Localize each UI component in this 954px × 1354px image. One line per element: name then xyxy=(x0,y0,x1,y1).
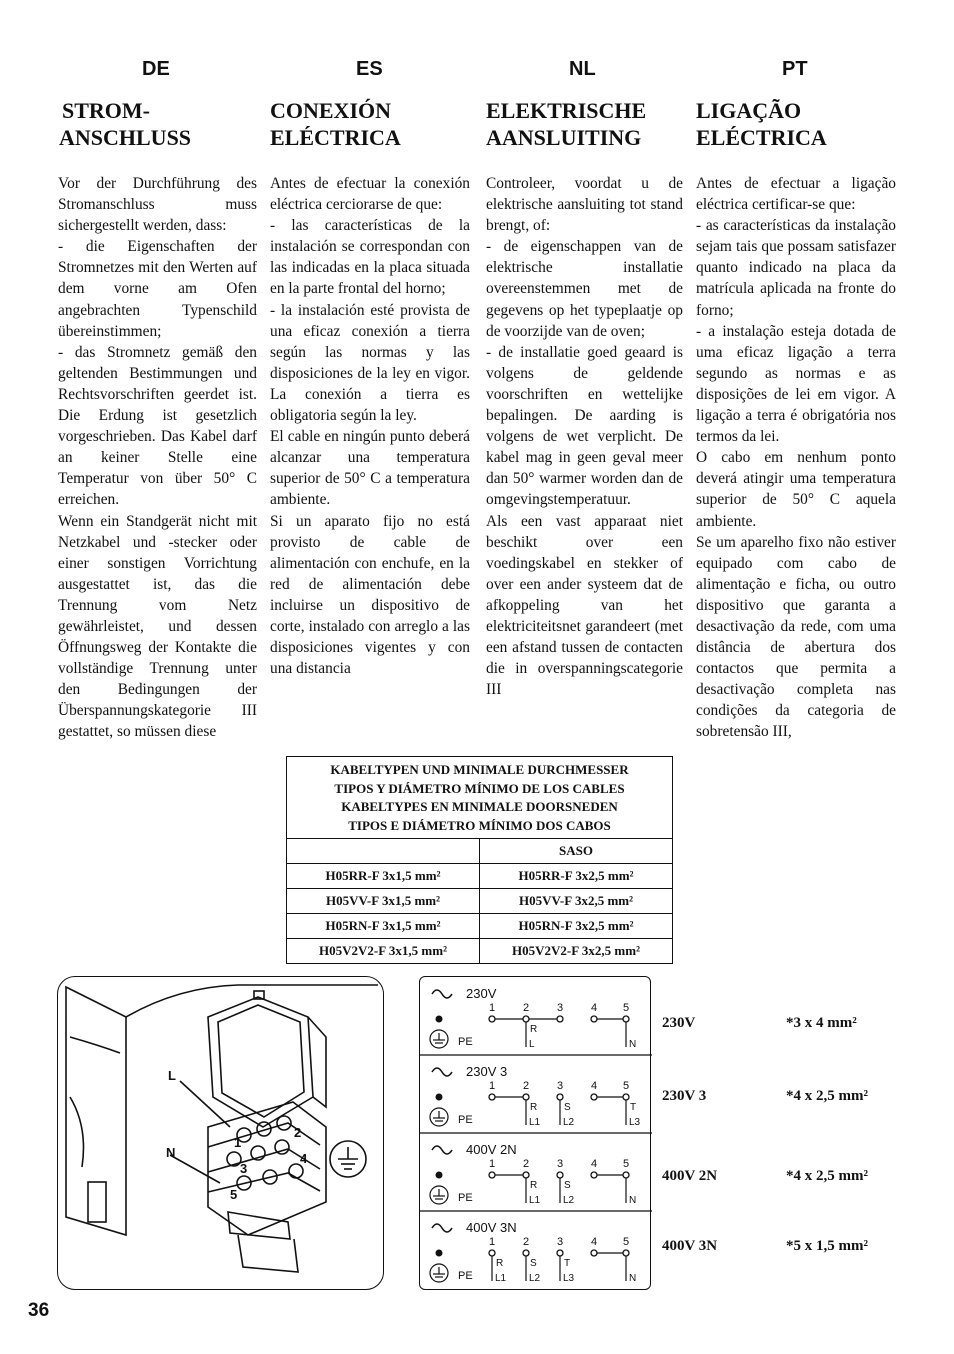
terminal-block-illustration xyxy=(57,976,384,1290)
heading-nl xyxy=(486,97,646,151)
pe-label: PE xyxy=(458,1270,473,1282)
cable-table-col-header-saso: SASO xyxy=(480,839,673,864)
table-row xyxy=(287,939,673,964)
terminal-circle xyxy=(623,1172,629,1178)
paragraph: Si un aparato fijo no está provisto de cable de alimentación con enchufe, en la red de alimentación debe incluirse un dispositivo de corte, instalado con arreglo a las disposiciones vigentes y con una distancia xyxy=(270,512,470,678)
heading-es xyxy=(270,97,401,151)
lang-code-pt: PT xyxy=(782,58,808,80)
terminal-circle xyxy=(591,1250,597,1256)
paragraph: - die Eigenschaften der Stromnetzes mit den Werten auf dem vorne am Ofen angebrachten Typenschild übereinstimmen; xyxy=(58,238,257,340)
phase-label: S xyxy=(564,1102,571,1113)
ac-symbol-icon xyxy=(432,1224,452,1232)
cable-table-header-line: KABELTYPES EN MINIMALE DOORSNEDEN xyxy=(341,799,618,814)
terminal-circle xyxy=(623,1250,629,1256)
phase-label: T xyxy=(564,1258,571,1269)
pe-label: PE xyxy=(458,1114,473,1126)
table-cell: H05V2V2-F 3x1,5 mm² xyxy=(287,939,480,964)
terminal-number: 5 xyxy=(623,1236,630,1248)
terminal-circle xyxy=(489,1172,495,1178)
cable-table-header-line: KABELTYPEN UND MINIMALE DURCHMESSER xyxy=(330,762,629,777)
diagram-title: 230V xyxy=(466,986,497,1001)
body-column-es xyxy=(270,173,470,679)
heading-de-line1: STROM- xyxy=(62,98,150,123)
terminal-number: 1 xyxy=(234,1135,242,1150)
dot-icon xyxy=(436,1094,443,1101)
pe-label: PE xyxy=(458,1036,473,1048)
terminal-circle xyxy=(591,1094,597,1100)
terminal-circle xyxy=(557,1172,563,1178)
terminal-circle xyxy=(489,1250,495,1256)
supply-label: 400V 3N xyxy=(662,1238,718,1254)
terminal-circle xyxy=(591,1172,597,1178)
terminal-number: 1 xyxy=(489,1002,496,1014)
terminal-circle xyxy=(523,1172,529,1178)
table-cell: H05V2V2-F 3x2,5 mm² xyxy=(480,939,673,964)
terminal-number: 4 xyxy=(591,1080,598,1092)
terminal-number: 2 xyxy=(294,1125,302,1140)
cable-size-label: *4 x 2,5 mm² xyxy=(786,1088,868,1104)
heading-pt xyxy=(696,97,827,151)
diagram-title: 400V 2N xyxy=(466,1142,517,1157)
line-label: N xyxy=(629,1273,637,1284)
page-number: 36 xyxy=(28,1300,50,1321)
paragraph: El cable en ningún punto deberá alcanzar una temperatura superior de 50° C a temperatura ambiente. xyxy=(270,428,470,509)
phase-label: R xyxy=(496,1258,504,1269)
ac-symbol-icon xyxy=(432,1068,452,1076)
paragraph: Controleer, voordat u de elektrische aansluiting tot stand brengt, of: xyxy=(486,175,683,235)
body-column-nl xyxy=(486,173,683,700)
dot-icon xyxy=(436,1172,443,1179)
body-column-de xyxy=(58,173,257,743)
supply-label: 230V xyxy=(662,1015,696,1031)
line-label: L2 xyxy=(563,1195,575,1206)
heading-es-line2: ELÉCTRICA xyxy=(270,125,401,150)
paragraph: Wenn ein Standgerät nicht mit Netzkabel und -stecker oder einer sonstigen Vorrichtung ausgestattet ist, das die Trennung vom Netz gewährleistet, und dessen Öffnungsweg der Kontakte die vollständige Trennung unter den Bedingungen der Überspannungskategorie III gestattet, so müssen diese xyxy=(58,512,257,741)
phase-label: S xyxy=(564,1180,571,1191)
lang-code-de: DE xyxy=(142,58,170,80)
heading-es-line1: CONEXIÓN xyxy=(270,98,392,123)
terminal-circle xyxy=(523,1094,529,1100)
heading-nl-line2: AANSLUITING xyxy=(486,125,642,150)
cable-type-table xyxy=(286,756,673,964)
phase-label: R xyxy=(530,1024,538,1035)
table-cell: H05RR-F 3x1,5 mm² xyxy=(287,864,480,889)
phase-label: T xyxy=(630,1102,637,1113)
terminal-number: 5 xyxy=(230,1187,238,1202)
terminal-circle xyxy=(623,1016,629,1022)
label-l: L xyxy=(168,1068,176,1083)
heading-pt-line2: ELÉCTRICA xyxy=(696,125,827,150)
line-label: L1 xyxy=(529,1117,541,1128)
terminal-number: 3 xyxy=(240,1161,248,1176)
terminal-number: 2 xyxy=(523,1236,530,1248)
terminal-number: 1 xyxy=(489,1236,496,1248)
table-cell: H05VV-F 3x2,5 mm² xyxy=(480,889,673,914)
terminal-number: 3 xyxy=(557,1080,564,1092)
table-cell: H05RN-F 3x1,5 mm² xyxy=(287,914,480,939)
line-label: L3 xyxy=(629,1117,641,1128)
cable-table-header xyxy=(287,757,673,839)
terminal-circle xyxy=(591,1016,597,1022)
terminal-number: 2 xyxy=(523,1158,530,1170)
terminal-number: 4 xyxy=(591,1236,598,1248)
terminal-number: 4 xyxy=(591,1158,598,1170)
paragraph: - de eigenschappen van de elektrische installatie overeenstemmen met de gegevens op het typeplaatje op de voorzijde van de oven; xyxy=(486,238,683,340)
line-label: L3 xyxy=(563,1273,575,1284)
terminal-number: 4 xyxy=(591,1002,598,1014)
terminal-number: 1 xyxy=(489,1158,496,1170)
terminal-circle xyxy=(523,1016,529,1022)
line-label: L2 xyxy=(563,1117,575,1128)
line-label: L1 xyxy=(529,1195,541,1206)
cable-table-header-line: TIPOS Y DIÁMETRO MÍNIMO DE LOS CABLES xyxy=(334,780,625,796)
cable-size-label: *4 x 2,5 mm² xyxy=(786,1168,868,1184)
pe-label: PE xyxy=(458,1192,473,1204)
phase-label: R xyxy=(530,1180,538,1191)
terminal-circle xyxy=(557,1094,563,1100)
dot-icon xyxy=(436,1250,443,1257)
line-label: L1 xyxy=(495,1273,507,1284)
cable-size-label: *5 x 1,5 mm² xyxy=(786,1238,868,1254)
line-label: L xyxy=(529,1039,535,1050)
paragraph: Antes de efectuar a ligação eléctrica certificar-se que: xyxy=(696,175,896,214)
terminal-number: 2 xyxy=(523,1002,530,1014)
line-label: L2 xyxy=(529,1273,541,1284)
terminal-circle xyxy=(489,1094,495,1100)
terminal-block-drawing xyxy=(58,977,384,1290)
paragraph: - das Stromnetz gemäß den geltenden Bestimmungen und Rechtsvorschriften geerdet ist. Die Erdung ist gesetzlich vorgeschrieben. Das Kabel darf an keiner Stelle eine Temperatur von über 50° C erreichen. xyxy=(58,343,257,509)
wiring-diagrams xyxy=(420,977,652,1291)
paragraph: - a instalação esteja dotada de uma eficaz ligação a terra segundo as normas e as disposições de lei em vigor. A ligação a terra é obrigatória nos termos da lei. xyxy=(696,322,896,446)
paragraph: Vor der Durchführung des Stromanschluss muss sichergestellt werden, dass: xyxy=(58,175,257,235)
terminal-circle xyxy=(557,1250,563,1256)
phase-label: R xyxy=(530,1102,538,1113)
terminal-number: 3 xyxy=(557,1002,564,1014)
heading-de xyxy=(59,97,192,151)
paragraph: Se um aparelho fixo não estiver equipado com cabo de alimentação e ficha, ou outro dispositivo que garanta a desactivação da rede, com uma distância de abertura dos contactos que permita a desactivação completa nas condições da categoria de sobretensão III, xyxy=(696,533,896,741)
heading-nl-line1: ELEKTRISCHE xyxy=(486,98,647,123)
cable-table-col-header-left xyxy=(287,839,480,864)
terminal-number: 4 xyxy=(300,1151,308,1166)
ac-symbol-icon xyxy=(432,990,452,998)
supply-label: 230V 3 xyxy=(662,1088,707,1104)
diagram-title: 400V 3N xyxy=(466,1220,517,1235)
table-row xyxy=(287,889,673,914)
wiring-diagrams-panel xyxy=(419,976,651,1290)
terminal-number: 5 xyxy=(623,1080,630,1092)
table-cell: H05VV-F 3x1,5 mm² xyxy=(287,889,480,914)
paragraph: Antes de efectuar la conexión eléctrica cerciorarse de que: xyxy=(270,175,470,214)
ac-symbol-icon xyxy=(432,1146,452,1154)
label-n: N xyxy=(166,1145,176,1160)
table-row xyxy=(287,864,673,889)
cable-size-label: *3 x 4 mm² xyxy=(786,1015,857,1031)
paragraph: - la instalación esté provista de una eficaz conexión a tierra según las normas y las disposiciones de la ley en vigor. La conexión a tierra es obligatoria según la ley. xyxy=(270,301,470,425)
dot-icon xyxy=(436,1016,443,1023)
terminal-number: 2 xyxy=(523,1080,530,1092)
table-cell: H05RR-F 3x2,5 mm² xyxy=(480,864,673,889)
paragraph: - las características de la instalación se correspondan con las indicadas en la placa situada en la parte frontal del horno; xyxy=(270,217,470,298)
lang-code-nl: NL xyxy=(569,58,596,80)
terminal-number: 5 xyxy=(623,1002,630,1014)
terminal-circle xyxy=(523,1250,529,1256)
terminal-circle xyxy=(489,1016,495,1022)
diagram-title: 230V 3 xyxy=(466,1064,508,1079)
line-label: N xyxy=(629,1195,637,1206)
terminal-number: 1 xyxy=(489,1080,496,1092)
table-cell: H05RN-F 3x2,5 mm² xyxy=(480,914,673,939)
table-row xyxy=(287,914,673,939)
heading-de-line2: ANSCHLUSS xyxy=(59,125,192,150)
terminal-number: 3 xyxy=(557,1236,564,1248)
paragraph: O cabo em nenhum ponto deverá atingir uma temperatura superior de 50° C aquela ambiente. xyxy=(696,449,896,530)
supply-label: 400V 2N xyxy=(662,1168,718,1184)
line-label: N xyxy=(629,1039,637,1050)
paragraph: - as características da instalação sejam tais que possam satisfazer quanto indicado na placa da matrícula aplicada na fronte do forno; xyxy=(696,217,896,319)
terminal-number: 5 xyxy=(623,1158,630,1170)
terminal-circle xyxy=(623,1094,629,1100)
terminal-circle xyxy=(557,1016,563,1022)
cable-table-header-line: TIPOS E DIÁMETRO MÍNIMO DOS CABOS xyxy=(348,817,611,833)
terminal-number: 3 xyxy=(557,1158,564,1170)
lang-code-es: ES xyxy=(356,58,383,80)
phase-label: S xyxy=(530,1258,537,1269)
heading-pt-line1: LIGAÇÃO xyxy=(696,98,802,123)
paragraph: - de installatie goed geaard is volgens de geldende voorschriften en wettelijke bepalingen. De aarding is volgens de wet verplicht. De kabel mag in geen geval meer dan 50° warmer worden dan de omgevingstemperatuur. xyxy=(486,343,683,509)
body-column-pt xyxy=(696,173,896,743)
paragraph: Als een vast apparaat niet beschikt over een voedingskabel en stekker of over een ander systeem dat de afkoppeling van het elektriciteitsnet garandeert (met een afstand tussen de contacten die in overspanningscategorie III xyxy=(486,512,683,699)
